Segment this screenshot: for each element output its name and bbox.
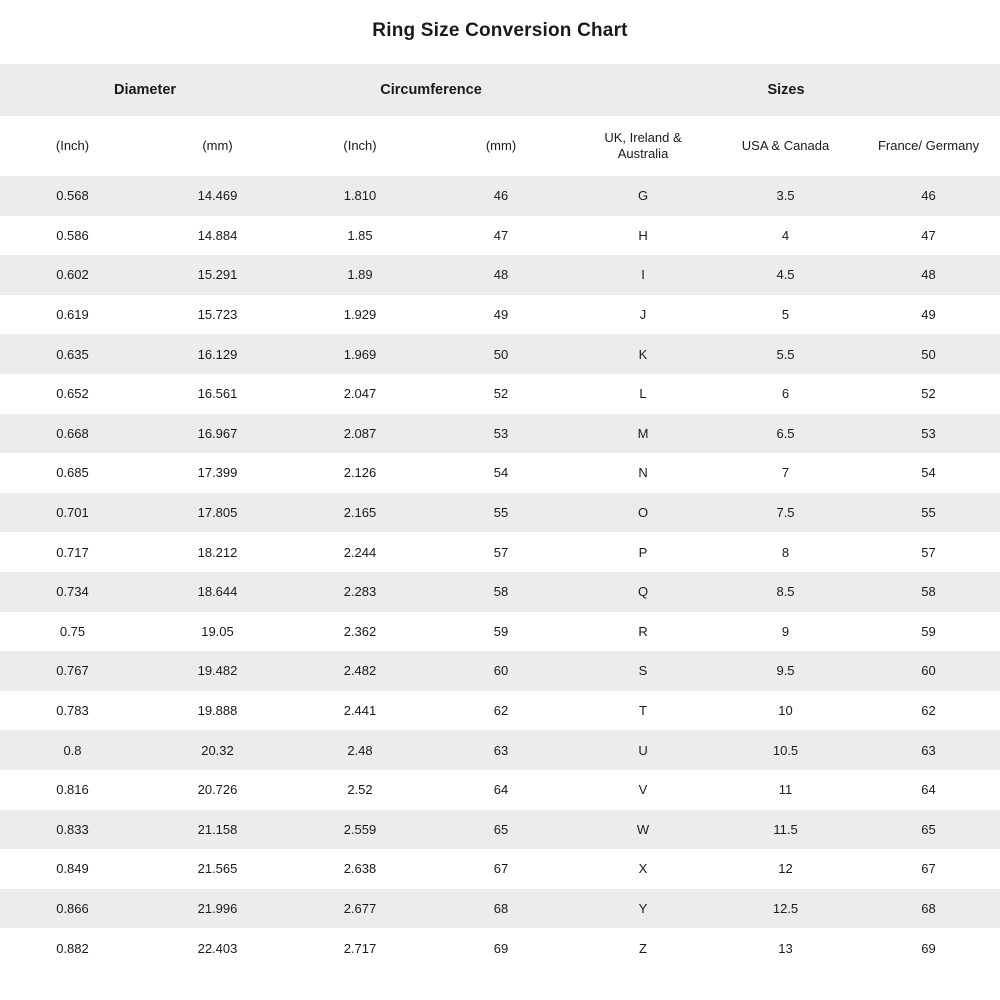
- cell-size-uk: G: [572, 176, 714, 216]
- cell-size-usa: 10: [714, 691, 857, 731]
- cell-size-uk: N: [572, 453, 714, 493]
- cell-diameter-mm: 19.888: [145, 691, 290, 731]
- cell-circumference-mm: 69: [430, 928, 572, 968]
- cell-circumference-mm: 48: [430, 255, 572, 295]
- cell-diameter-inch: 0.816: [0, 770, 145, 810]
- group-header-circumference: Circumference: [290, 64, 572, 116]
- cell-circumference-mm: 54: [430, 453, 572, 493]
- cell-diameter-inch: 0.8: [0, 730, 145, 770]
- cell-diameter-mm: 21.996: [145, 889, 290, 929]
- cell-size-usa: 10.5: [714, 730, 857, 770]
- column-header-circumference-inch: (Inch): [290, 116, 430, 176]
- cell-diameter-inch: 0.783: [0, 691, 145, 731]
- group-header-diameter: Diameter: [0, 64, 290, 116]
- cell-circumference-inch: 2.52: [290, 770, 430, 810]
- cell-circumference-inch: 2.047: [290, 374, 430, 414]
- table-row: [0, 374, 1000, 414]
- table-row: [0, 849, 1000, 889]
- cell-size-uk: M: [572, 414, 714, 454]
- cell-size-uk: O: [572, 493, 714, 533]
- table-row: [0, 493, 1000, 533]
- cell-diameter-inch: 0.652: [0, 374, 145, 414]
- cell-size-usa: 7.5: [714, 493, 857, 533]
- cell-size-usa: 12: [714, 849, 857, 889]
- cell-size-france-germany: 50: [857, 334, 1000, 374]
- table-row: [0, 691, 1000, 731]
- cell-size-uk: H: [572, 216, 714, 256]
- cell-circumference-mm: 58: [430, 572, 572, 612]
- cell-size-uk: T: [572, 691, 714, 731]
- cell-circumference-inch: 2.638: [290, 849, 430, 889]
- cell-circumference-inch: 1.89: [290, 255, 430, 295]
- cell-diameter-inch: 0.586: [0, 216, 145, 256]
- cell-size-france-germany: 68: [857, 889, 1000, 929]
- table-row: [0, 414, 1000, 454]
- column-header-diameter-inch: (Inch): [0, 116, 145, 176]
- cell-diameter-mm: 21.158: [145, 810, 290, 850]
- table-row: [0, 810, 1000, 850]
- cell-size-france-germany: 67: [857, 849, 1000, 889]
- cell-size-usa: 13: [714, 928, 857, 968]
- cell-size-france-germany: 54: [857, 453, 1000, 493]
- cell-diameter-inch: 0.602: [0, 255, 145, 295]
- cell-diameter-inch: 0.619: [0, 295, 145, 335]
- cell-size-uk: Y: [572, 889, 714, 929]
- cell-diameter-mm: 21.565: [145, 849, 290, 889]
- cell-size-usa: 5: [714, 295, 857, 335]
- column-header-france-germany: France/ Germany: [857, 116, 1000, 176]
- cell-circumference-mm: 46: [430, 176, 572, 216]
- cell-size-france-germany: 69: [857, 928, 1000, 968]
- cell-size-france-germany: 47: [857, 216, 1000, 256]
- cell-circumference-mm: 63: [430, 730, 572, 770]
- table-header: [0, 64, 1000, 176]
- cell-diameter-mm: 22.403: [145, 928, 290, 968]
- cell-circumference-inch: 2.362: [290, 612, 430, 652]
- cell-circumference-inch: 1.85: [290, 216, 430, 256]
- cell-size-usa: 8.5: [714, 572, 857, 612]
- cell-diameter-mm: 20.32: [145, 730, 290, 770]
- table-row: [0, 770, 1000, 810]
- table-row: [0, 889, 1000, 929]
- cell-size-france-germany: 63: [857, 730, 1000, 770]
- cell-size-usa: 12.5: [714, 889, 857, 929]
- cell-circumference-inch: 2.283: [290, 572, 430, 612]
- cell-size-france-germany: 64: [857, 770, 1000, 810]
- column-header-circumference-mm: (mm): [430, 116, 572, 176]
- cell-size-usa: 6: [714, 374, 857, 414]
- cell-circumference-mm: 47: [430, 216, 572, 256]
- cell-circumference-inch: 1.969: [290, 334, 430, 374]
- cell-size-uk: K: [572, 334, 714, 374]
- cell-size-uk: X: [572, 849, 714, 889]
- cell-diameter-inch: 0.717: [0, 532, 145, 572]
- cell-circumference-inch: 2.482: [290, 651, 430, 691]
- cell-circumference-inch: 2.559: [290, 810, 430, 850]
- column-header-uk-ireland-australia: UK, Ireland & Australia: [572, 116, 714, 176]
- cell-size-usa: 5.5: [714, 334, 857, 374]
- cell-size-france-germany: 49: [857, 295, 1000, 335]
- cell-size-france-germany: 48: [857, 255, 1000, 295]
- cell-diameter-inch: 0.833: [0, 810, 145, 850]
- cell-circumference-inch: 2.48: [290, 730, 430, 770]
- cell-diameter-mm: 19.482: [145, 651, 290, 691]
- table-body: [0, 176, 1000, 968]
- table-row: [0, 532, 1000, 572]
- cell-size-usa: 3.5: [714, 176, 857, 216]
- cell-size-france-germany: 62: [857, 691, 1000, 731]
- cell-diameter-inch: 0.734: [0, 572, 145, 612]
- cell-size-uk: V: [572, 770, 714, 810]
- cell-diameter-inch: 0.849: [0, 849, 145, 889]
- cell-diameter-mm: 16.129: [145, 334, 290, 374]
- column-header-diameter-mm: (mm): [145, 116, 290, 176]
- cell-circumference-mm: 68: [430, 889, 572, 929]
- cell-size-uk: P: [572, 532, 714, 572]
- cell-circumference-mm: 55: [430, 493, 572, 533]
- cell-circumference-inch: 2.677: [290, 889, 430, 929]
- cell-diameter-inch: 0.701: [0, 493, 145, 533]
- cell-circumference-mm: 52: [430, 374, 572, 414]
- cell-circumference-inch: 2.165: [290, 493, 430, 533]
- cell-diameter-mm: 17.399: [145, 453, 290, 493]
- cell-circumference-mm: 53: [430, 414, 572, 454]
- table-row: [0, 176, 1000, 216]
- cell-size-france-germany: 57: [857, 532, 1000, 572]
- table-row: [0, 334, 1000, 374]
- cell-size-uk: J: [572, 295, 714, 335]
- cell-diameter-inch: 0.866: [0, 889, 145, 929]
- cell-diameter-mm: 17.805: [145, 493, 290, 533]
- cell-diameter-inch: 0.635: [0, 334, 145, 374]
- table-row: [0, 255, 1000, 295]
- cell-circumference-mm: 67: [430, 849, 572, 889]
- cell-size-france-germany: 59: [857, 612, 1000, 652]
- ring-size-conversion-table: [0, 64, 1000, 968]
- cell-diameter-mm: 16.561: [145, 374, 290, 414]
- cell-circumference-inch: 2.126: [290, 453, 430, 493]
- cell-diameter-mm: 14.469: [145, 176, 290, 216]
- cell-circumference-mm: 62: [430, 691, 572, 731]
- cell-diameter-inch: 0.882: [0, 928, 145, 968]
- cell-circumference-inch: 2.244: [290, 532, 430, 572]
- cell-size-uk: W: [572, 810, 714, 850]
- cell-circumference-mm: 59: [430, 612, 572, 652]
- cell-circumference-mm: 64: [430, 770, 572, 810]
- table-row: [0, 928, 1000, 968]
- cell-diameter-inch: 0.685: [0, 453, 145, 493]
- cell-diameter-inch: 0.767: [0, 651, 145, 691]
- cell-diameter-mm: 16.967: [145, 414, 290, 454]
- table-row: [0, 730, 1000, 770]
- cell-size-uk: Q: [572, 572, 714, 612]
- cell-size-usa: 9: [714, 612, 857, 652]
- cell-size-france-germany: 55: [857, 493, 1000, 533]
- cell-circumference-inch: 2.717: [290, 928, 430, 968]
- cell-diameter-mm: 19.05: [145, 612, 290, 652]
- cell-circumference-inch: 2.441: [290, 691, 430, 731]
- table-row: [0, 612, 1000, 652]
- cell-size-uk: U: [572, 730, 714, 770]
- cell-size-france-germany: 46: [857, 176, 1000, 216]
- cell-size-usa: 6.5: [714, 414, 857, 454]
- cell-size-usa: 8: [714, 532, 857, 572]
- cell-size-uk: S: [572, 651, 714, 691]
- cell-circumference-mm: 60: [430, 651, 572, 691]
- table-sub-header-row: [0, 116, 1000, 176]
- cell-size-uk: Z: [572, 928, 714, 968]
- cell-size-usa: 11: [714, 770, 857, 810]
- page-title: Ring Size Conversion Chart: [372, 20, 628, 41]
- cell-size-uk: R: [572, 612, 714, 652]
- table-row: [0, 216, 1000, 256]
- cell-size-france-germany: 53: [857, 414, 1000, 454]
- table-row: [0, 651, 1000, 691]
- cell-size-france-germany: 58: [857, 572, 1000, 612]
- cell-size-france-germany: 52: [857, 374, 1000, 414]
- cell-size-usa: 7: [714, 453, 857, 493]
- cell-diameter-mm: 14.884: [145, 216, 290, 256]
- cell-diameter-inch: 0.668: [0, 414, 145, 454]
- cell-circumference-inch: 1.810: [290, 176, 430, 216]
- cell-diameter-mm: 15.291: [145, 255, 290, 295]
- cell-circumference-mm: 50: [430, 334, 572, 374]
- cell-size-usa: 11.5: [714, 810, 857, 850]
- cell-size-france-germany: 60: [857, 651, 1000, 691]
- table-row: [0, 453, 1000, 493]
- cell-size-usa: 4: [714, 216, 857, 256]
- cell-diameter-mm: 15.723: [145, 295, 290, 335]
- cell-diameter-mm: 18.644: [145, 572, 290, 612]
- cell-size-usa: 4.5: [714, 255, 857, 295]
- cell-diameter-inch: 0.568: [0, 176, 145, 216]
- cell-circumference-mm: 57: [430, 532, 572, 572]
- cell-size-usa: 9.5: [714, 651, 857, 691]
- cell-diameter-mm: 20.726: [145, 770, 290, 810]
- cell-circumference-mm: 49: [430, 295, 572, 335]
- cell-size-uk: I: [572, 255, 714, 295]
- cell-circumference-mm: 65: [430, 810, 572, 850]
- table-group-header-row: [0, 64, 1000, 116]
- table-row: [0, 295, 1000, 335]
- cell-size-france-germany: 65: [857, 810, 1000, 850]
- cell-diameter-inch: 0.75: [0, 612, 145, 652]
- cell-diameter-mm: 18.212: [145, 532, 290, 572]
- column-header-usa-canada: USA & Canada: [714, 116, 857, 176]
- cell-circumference-inch: 1.929: [290, 295, 430, 335]
- table-row: [0, 572, 1000, 612]
- group-header-sizes: Sizes: [572, 64, 1000, 116]
- cell-size-uk: L: [572, 374, 714, 414]
- cell-circumference-inch: 2.087: [290, 414, 430, 454]
